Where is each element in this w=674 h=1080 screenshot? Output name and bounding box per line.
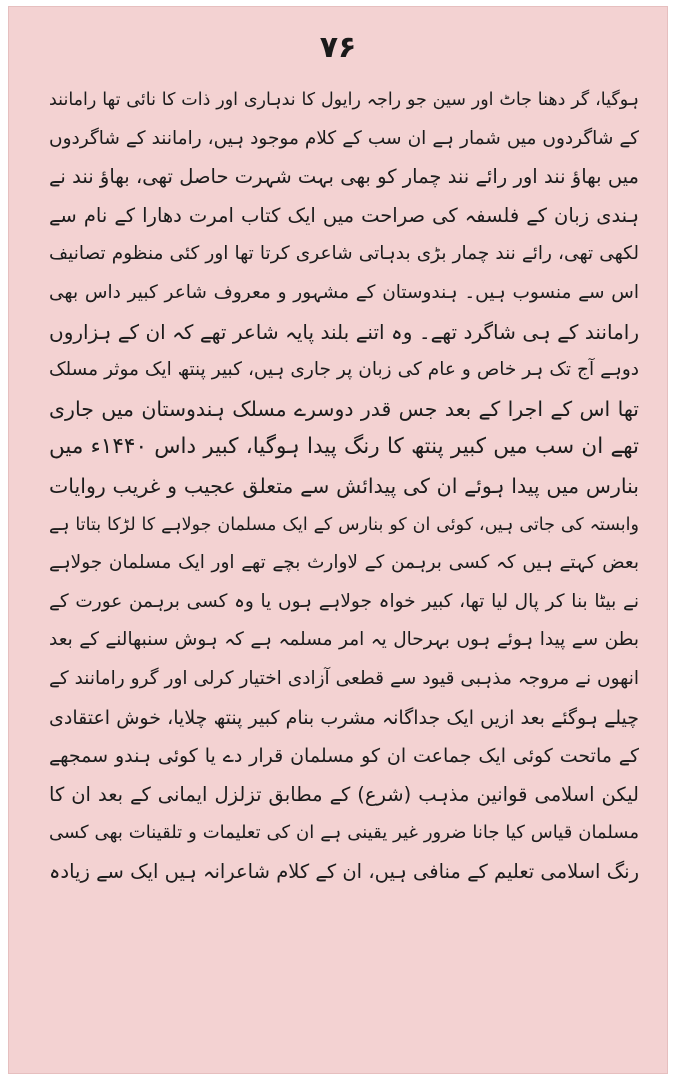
text-line: بنارس میں پیدا ہوئے ان کی پیدائش سے متعلق عجیب و غریب روایات xyxy=(49,473,639,498)
text-line: لیکن اسلامی قوانین مذہب (شرع) کے مطابق تزلزل ایمانی کے بعد ان کا xyxy=(49,782,639,806)
text-line: کے شاگردوں میں شمار ہے ان سب کے کلام موجود ہیں، رامانند کے شاگردوں xyxy=(49,127,639,149)
text-line: ہوگیا، گر دھنا جاٹ اور سین جو راجہ رایول کا ندہاری اور ذات کا نائی تھا رامانند xyxy=(49,90,639,110)
text-line: تھے ان سب میں کبیر پنتھ کا رنگ پیدا ہوگیا، کبیر داس ۱۴۴۰ء میں xyxy=(49,434,639,460)
text-line: وابستہ کی جاتی ہیں، کوئی ان کو بنارس کے ایک مسلمان جولاہے کا لڑکا بتاتا ہے xyxy=(49,514,639,535)
text-line: بطن سے پیدا ہوئے ہوں بہرحال یہ امر مسلمہ ہے کہ ہوش سنبھالنے کے بعد xyxy=(49,629,639,651)
text-line: میں بھاؤ نند اور رائے نند چمار کو بھی بہت شہرت حاصل تھی، بھاؤ نند نے xyxy=(49,165,639,189)
text-line: رنگ اسلامی تعلیم کے منافی ہیں، ان کے کلام شاعرانہ ہیں ایک سے زیادہ xyxy=(49,859,639,883)
text-line: بعض کہتے ہیں کہ کسی برہمن کے لاوارث بچے تھے اور ایک مسلمان جولاہے xyxy=(49,552,639,574)
text-line: رامانند کے ہی شاگرد تھے۔ وہ اتنے بلند پایہ شاعر تھے کہ ان کے ہزاروں xyxy=(49,319,639,344)
text-line: چیلے ہوگئے بعد ازیں ایک جداگانہ مشرب بنام کبیر پنتھ چلایا، خوش اعتقادی xyxy=(49,706,639,729)
text-line: لکھی تھی، رائے نند چمار بڑی بدہاتی شاعری کرتا تھا اور کئی منظوم تصانیف xyxy=(49,243,639,265)
text-line: مسلمان قیاس کیا جانا ضرور غیر یقینی ہے ان کی تعلیمات و تلقینات بھی کسی xyxy=(49,822,639,844)
text-line: تھا اس کے اجرا کے بعد جس قدر دوسرے مسلک ہندوستان میں جاری xyxy=(49,396,639,421)
text-line: کے ماتحت کوئی ایک جماعت ان کو مسلمان قرار دے یا کوئی ہندو سمجھے xyxy=(49,745,639,768)
page-number: ۷۶ xyxy=(319,30,357,65)
text-line: اس سے منسوب ہیں۔ ہندوستان کے مشہور و معروف شاعر کبیر داس بھی xyxy=(49,281,639,303)
book-page xyxy=(8,6,668,1074)
text-line: ہندی زبان کے فلسفہ کی صراحت میں ایک کتاب امرت دھارا کے نام سے xyxy=(49,203,639,227)
body-text xyxy=(49,81,639,891)
text-line: دوہے آج تک ہر خاص و عام کی زبان پر جاری ہیں، کبیر پنتھ ایک موثر مسلک xyxy=(49,359,639,381)
text-line: نے بیٹا بنا کر پال لیا تھا، کبیر خواہ جولاہے ہوں یا وہ کسی برہمن عورت کے xyxy=(49,590,639,612)
text-line: انھوں نے مروجہ مذہبی قیود سے قطعی آزادی اختیار کرلی اور گرو رامانند کے xyxy=(49,667,639,689)
